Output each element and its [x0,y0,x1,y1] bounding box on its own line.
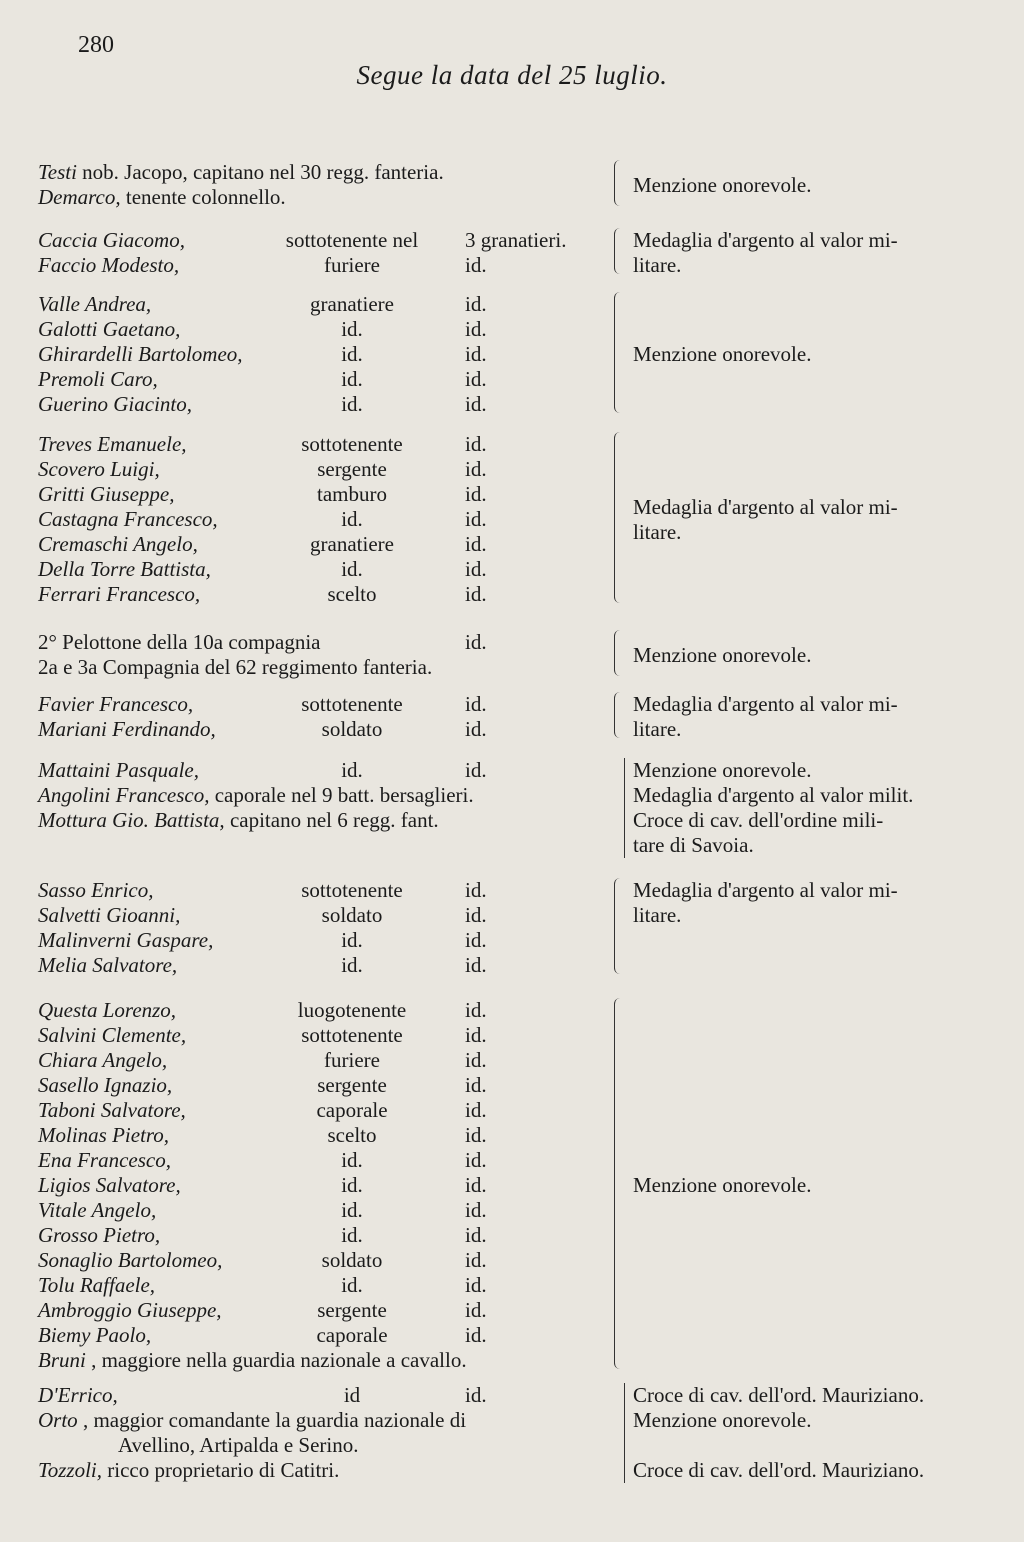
entry-row [0,392,1024,417]
person-name: Melia Salvatore, [38,953,178,977]
rank: furiere [324,253,380,277]
unit: id. [465,1023,487,1047]
brace [614,228,623,274]
rank: id [343,1383,361,1407]
unit: id. [465,692,487,716]
award [633,228,898,278]
person-name: Tolu Raffaele, [38,1273,156,1297]
entry-row [0,367,1024,392]
person-name: Malinverni Gaspare, [38,928,214,952]
entry-row [0,1348,1024,1373]
rank: id. [341,557,363,581]
entry-row [0,1023,1024,1048]
unit: id. [465,1383,487,1407]
entry-row [0,457,1024,482]
rank: granatiere [310,532,394,556]
award [633,758,913,858]
award [633,1383,924,1483]
person-name: Angolini Francesco, [38,783,210,807]
entry-row [0,160,1024,185]
entry-row [0,557,1024,582]
person-name: Cremaschi Angelo, [38,532,198,556]
rank: id. [341,1223,363,1247]
entry-row [0,432,1024,457]
person-name: Della Torre Battista, [38,557,211,581]
person-name: Molinas Pietro, [38,1123,170,1147]
brace [614,160,623,206]
award-line: Croce di cav. dell'ord. Mauriziano. [633,1383,925,1407]
rank: tamburo [317,482,387,506]
unit: id. [465,253,487,277]
rank: id. [341,953,363,977]
entry-row [0,953,1024,978]
unit: id. [465,1298,487,1322]
brace [614,998,623,1369]
person-name: Ligios Salvatore, [38,1173,181,1197]
entry-row [0,928,1024,953]
rank: granatiere [310,292,394,316]
award-line: Menzione onorevole. [633,1408,812,1432]
unit: id. [465,482,487,506]
rank: id. [341,317,363,341]
brace [614,878,623,974]
person-entry [38,783,474,808]
person-entry [38,160,444,185]
rank: sottotenente [301,1023,403,1047]
entry-row [0,1298,1024,1323]
brace [614,630,623,676]
person-name: Mattaini Pasquale, [38,758,199,782]
rank: id. [341,928,363,952]
award-line: tare di Savoia. [633,833,754,857]
person-name: Grosso Pietro, [38,1223,161,1247]
rank: sergente [317,1073,387,1097]
entry-row [0,1173,1024,1198]
award-line: litare. [633,717,682,741]
entry-detail: , maggiore nella guardia nazionale a cavallo. [85,1348,467,1372]
person-name: Mariani Ferdinando, [38,717,216,741]
unit: id. [465,1073,487,1097]
entry-row [0,1198,1024,1223]
award-line: Menzione onorevole. [633,643,812,667]
unit: id. [465,1048,487,1072]
rank: id. [341,1273,363,1297]
entry-row [0,1098,1024,1123]
person-name: Faccio Modesto, [38,253,180,277]
rank: scelto [327,582,377,606]
person-name: Testi [38,160,77,184]
person-name: Sonaglio Bartolomeo, [38,1248,223,1272]
award [633,495,898,545]
unit: id. [465,953,487,977]
award [633,692,898,742]
person-name: Ena Francesco, [38,1148,171,1172]
rank: sergente [317,1298,387,1322]
person-name: Mottura Gio. Battista, [38,808,225,832]
rank: id. [341,392,363,416]
brace [614,292,623,413]
person-entry [38,185,286,210]
person-name: Ambroggio Giuseppe, [38,1298,222,1322]
unit: id. [465,998,487,1022]
person-entry [38,808,439,833]
entry-row [0,1123,1024,1148]
unit: id. [465,317,487,341]
award-line [633,1433,924,1458]
rank: id. [341,1148,363,1172]
person-name: Vitale Angelo, [38,1198,157,1222]
rank: soldato [321,1248,383,1272]
award-line: Medaglia d'argento al valor mi- [633,692,898,716]
unit: id. [465,717,487,741]
entry-row [0,655,1024,680]
unit: id. [465,582,487,606]
entry-row [0,582,1024,607]
person-entry [38,1458,339,1483]
unit: id. [465,878,487,902]
unit: id. [465,1248,487,1272]
rank: luogotenente [297,998,407,1022]
entry-row [0,630,1024,655]
rank: id. [341,758,363,782]
entry-row [0,1273,1024,1298]
award [633,342,811,367]
person-name: Treves Emanuele, [38,432,187,456]
brace [614,432,623,603]
separator-line [624,758,625,858]
entry-continuation: Avellino, Artipalda e Serino. [118,1433,359,1457]
separator-line [624,1383,625,1483]
person-name: Biemy Paolo, [38,1323,152,1347]
rank: sergente [317,457,387,481]
entry-row [0,1323,1024,1348]
person-name: Guerino Giacinto, [38,392,192,416]
award-line: Menzione onorevole. [633,342,812,366]
award-line: litare. [633,520,682,544]
page-number: 280 [78,32,114,58]
award [633,1173,811,1198]
unit: id. [465,1223,487,1247]
person-name: Premoli Caro, [38,367,158,391]
person-name: Salvini Clemente, [38,1023,187,1047]
person-name: D'Errico, [38,1383,118,1407]
person-entry [38,1408,466,1433]
brace [614,692,623,738]
person-name: Taboni Salvatore, [38,1098,186,1122]
entry-row [0,185,1024,210]
unit: id. [465,557,487,581]
unit: id. [465,292,487,316]
unit: id. [465,507,487,531]
person-name: Tozzoli, [38,1458,103,1482]
unit: id. [465,457,487,481]
unit: id. [465,928,487,952]
unit: id. [465,630,487,654]
unit: id. [465,1123,487,1147]
person-name: Sasso Enrico, [38,878,154,902]
award-line: Medaglia d'argento al valor mi- [633,878,898,902]
entry-row [0,292,1024,317]
entry-row [0,998,1024,1023]
entry-row [0,1148,1024,1173]
person-name: Salvetti Gioanni, [38,903,181,927]
entry-detail: , maggior comandante la guardia nazionale di [77,1408,467,1432]
rank: id. [341,342,363,366]
unit: 3 granatieri. [465,228,567,252]
unit: id. [465,758,487,782]
person-name: Sasello Ignazio, [38,1073,173,1097]
rank: sottotenente [301,878,403,902]
award-line: Croce di cav. dell'ord. Mauriziano. [633,1458,925,1482]
person-name: Demarco, [38,185,121,209]
unit: id. [465,1273,487,1297]
award-line: Medaglia d'argento al valor mi- [633,495,898,519]
entry-row [0,1223,1024,1248]
unit: id. [465,367,487,391]
rank: id. [341,1198,363,1222]
rank: furiere [324,1048,380,1072]
unit: id. [465,342,487,366]
unit: id. [465,1098,487,1122]
rank: id. [341,507,363,531]
person-name: Ferrari Francesco, [38,582,201,606]
rank: scelto [327,1123,377,1147]
unit: id. [465,1323,487,1347]
award [633,878,898,928]
award-line: Menzione onorevole. [633,758,812,782]
page-header: Segue la data del 25 luglio. [356,60,668,90]
unit: id. [465,1198,487,1222]
rank: sottotenente nel [285,228,419,252]
unit: id. [465,903,487,927]
person-name: Bruni [38,1348,86,1372]
person-name: Castagna Francesco, [38,507,218,531]
entry-detail: capitano nel 6 regg. fant. [224,808,439,832]
person-name: Chiara Angelo, [38,1048,168,1072]
award-line: Medaglia d'argento al valor mi- [633,228,898,252]
rank: caporale [316,1098,388,1122]
person-name: Ghirardelli Bartolomeo, [38,342,243,366]
person-name: Scovero Luigi, [38,457,160,481]
rank: sottotenente [301,432,403,456]
rank: soldato [321,717,383,741]
unit: id. [465,1173,487,1197]
award [633,173,811,198]
person-entry [38,1348,467,1373]
person-name: Orto [38,1408,78,1432]
unit: id. [465,392,487,416]
person-name: Gritti Giuseppe, [38,482,175,506]
rank: id. [341,1173,363,1197]
rank: caporale [316,1323,388,1347]
entry-detail: nob. Jacopo, capitano nel 30 regg. fanteria. [76,160,444,184]
entry-detail: tenente colonnello. [120,185,286,209]
person-name: Valle Andrea, [38,292,152,316]
award-line: litare. [633,903,682,927]
entry-row [0,317,1024,342]
entry-row [0,1073,1024,1098]
person-name: Questa Lorenzo, [38,998,177,1022]
unit: id. [465,532,487,556]
rank: sottotenente [301,692,403,716]
unit-entry: 2° Pelottone della 10a compagnia [38,630,321,654]
unit: id. [465,1148,487,1172]
award-line: Menzione onorevole. [633,173,812,197]
entry-detail: caporale nel 9 batt. bersaglieri. [209,783,474,807]
entry-row [0,1048,1024,1073]
award-line: Croce di cav. dell'ordine mili- [633,808,884,832]
award-line: Menzione onorevole. [633,1173,812,1197]
unit-entry: 2a e 3a Compagnia del 62 reggimento fanteria. [38,655,433,679]
rank: soldato [321,903,383,927]
award-line: Medaglia d'argento al valor milit. [633,783,914,807]
entry-detail: ricco proprietario di Catitri. [102,1458,340,1482]
award [633,643,811,668]
award-line: litare. [633,253,682,277]
unit: id. [465,432,487,456]
entry-row [0,1248,1024,1273]
entry-row [0,342,1024,367]
person-name: Galotti Gaetano, [38,317,181,341]
rank: id. [341,367,363,391]
person-name: Favier Francesco, [38,692,194,716]
person-name: Caccia Giacomo, [38,228,185,252]
